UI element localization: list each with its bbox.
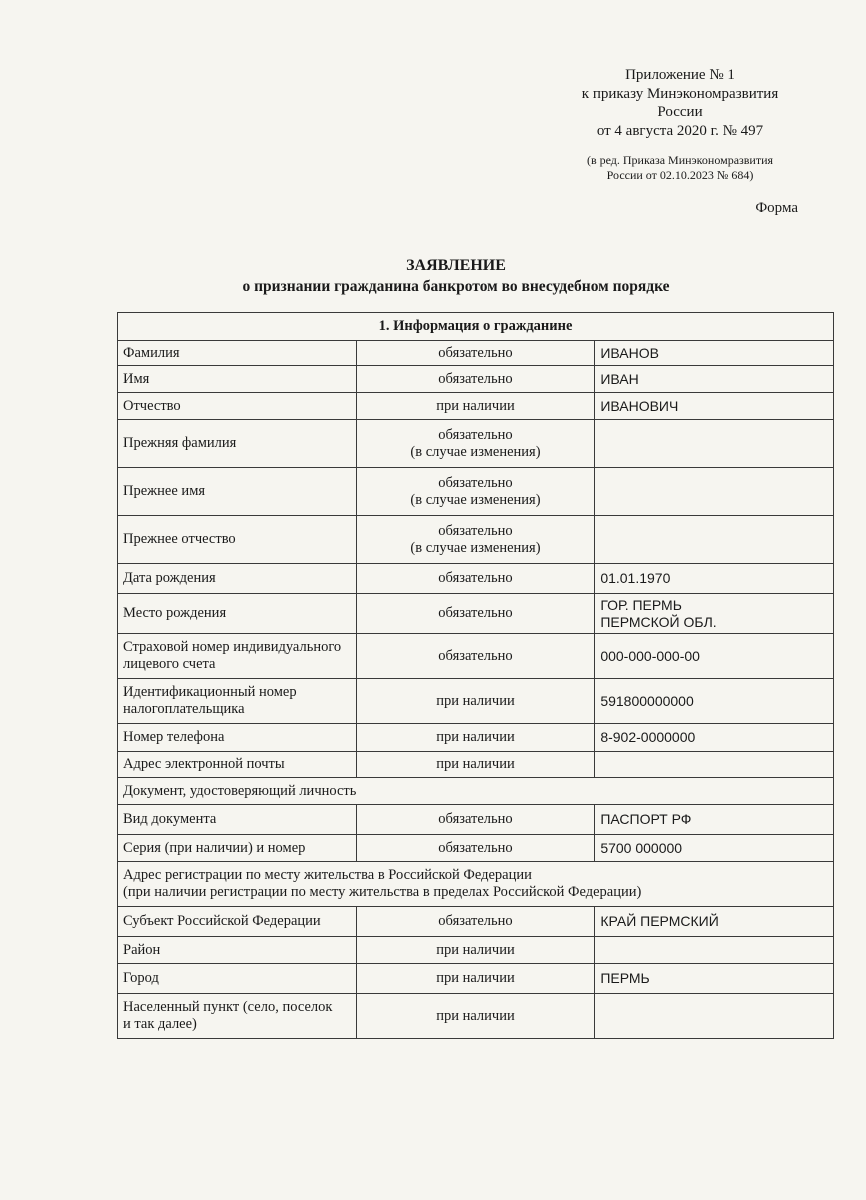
section-title: 1. Информация о гражданине [118, 313, 834, 341]
table-row [118, 516, 834, 564]
table-row [118, 724, 834, 752]
field-label: Адрес электронной почты [118, 752, 357, 778]
field-requirement: обязательно [356, 835, 595, 862]
field-label: Прежнее отчество [118, 516, 357, 564]
appendix-line-2: к приказу Минэкономразвития [581, 85, 779, 102]
table-row [118, 594, 834, 634]
subsection-title-identity-document: Документ, удостоверяющий личность [118, 778, 834, 805]
field-label: Район [118, 937, 357, 964]
field-label: Имя [118, 366, 357, 393]
table-row [118, 835, 834, 862]
field-label: Место рождения [118, 594, 357, 634]
field-requirement: обязательно [356, 805, 595, 835]
table-row [118, 634, 834, 679]
field-label: Вид документа [118, 805, 357, 835]
field-label: Фамилия [118, 341, 357, 366]
subsection-title-registration-address: Адрес регистрации по месту жительства в Российской Федерации (при наличии регистрации по месту жительства в пределах Российской Федерации) [118, 862, 834, 907]
field-requirement: обязательно [356, 564, 595, 594]
field-label: Дата рождения [118, 564, 357, 594]
table-row [118, 468, 834, 516]
field-label: Идентификационный номер налогоплательщика [118, 679, 357, 724]
table-row [118, 420, 834, 468]
field-label: Прежняя фамилия [118, 420, 357, 468]
field-label: Прежнее имя [118, 468, 357, 516]
subsection-row [118, 862, 834, 907]
amendment-note [560, 153, 800, 183]
field-value-region[interactable] [595, 907, 834, 937]
document-title: ЗАЯВЛЕНИЕ [406, 257, 506, 274]
field-requirement: обязательно [356, 341, 595, 366]
field-value-text: 591800000000 [600, 692, 694, 709]
table-row [118, 341, 834, 366]
appendix-line-3: России [657, 104, 703, 120]
field-value-text: ИВАНОВИЧ [600, 397, 679, 414]
field-requirement: обязательно (в случае изменения) [356, 420, 595, 468]
form-label: Форма [755, 200, 798, 216]
field-value-city[interactable] [595, 964, 834, 994]
field-requirement: обязательно [356, 634, 595, 679]
section-header-row [118, 313, 834, 341]
field-requirement: обязательно (в случае изменения) [356, 516, 595, 564]
amendment-note-line-2: России от 02.10.2023 № 684) [606, 168, 754, 182]
field-value-phone[interactable] [595, 724, 834, 752]
field-label: Отчество [118, 393, 357, 420]
field-value-text: ПАСПОРТ РФ [600, 811, 692, 827]
field-value-text: ГОР. ПЕРМЬ ПЕРМСКОЙ ОБЛ. [600, 596, 717, 630]
field-value-text: КРАЙ ПЕРМСКИЙ [600, 913, 719, 929]
field-value-text: ПЕРМЬ [600, 970, 650, 986]
subsection-row [118, 778, 834, 805]
field-value-inn[interactable] [595, 679, 834, 724]
field-label: Субъект Российской Федерации [118, 907, 357, 937]
table-row [118, 994, 834, 1039]
field-label: Населенный пункт (село, поселок и так далее) [118, 994, 357, 1039]
field-value-document-type[interactable] [595, 805, 834, 835]
appendix-line-4: от 4 августа 2020 г. № 497 [596, 122, 764, 139]
table-row [118, 907, 834, 937]
field-label: Серия (при наличии) и номер [118, 835, 357, 862]
field-requirement: при наличии [356, 937, 595, 964]
field-requirement: при наличии [356, 724, 595, 752]
field-value-former-name[interactable] [595, 468, 834, 516]
table-row [118, 679, 834, 724]
field-requirement: обязательно [356, 366, 595, 393]
field-label: Номер телефона [118, 724, 357, 752]
table-row [118, 964, 834, 994]
field-value-text: 8-902-0000000 [600, 729, 696, 745]
field-value-text: 01.01.1970 [600, 570, 671, 586]
field-value-email[interactable] [595, 752, 834, 778]
table-row [118, 366, 834, 393]
field-value-birth-date[interactable] [595, 564, 834, 594]
field-value-text: ИВАН [600, 370, 639, 387]
amendment-note-line-1: (в ред. Приказа Минэкономразвития [586, 153, 774, 167]
field-label: Город [118, 964, 357, 994]
appendix-header [560, 66, 800, 140]
field-requirement: обязательно (в случае изменения) [356, 468, 595, 516]
document-subtitle: о признании гражданина банкротом во внесудебном порядке [242, 278, 670, 295]
field-value-settlement[interactable] [595, 994, 834, 1039]
field-label: Страховой номер индивидуального лицевого счета [118, 634, 357, 679]
field-requirement: при наличии [356, 964, 595, 994]
field-requirement: при наличии [356, 994, 595, 1039]
field-value-former-patronymic[interactable] [595, 516, 834, 564]
field-value-document-number[interactable] [595, 835, 834, 862]
field-requirement: обязательно [356, 907, 595, 937]
citizen-info-table [117, 312, 834, 1039]
field-value-birth-place[interactable] [595, 594, 834, 634]
table-row [118, 752, 834, 778]
field-value-former-surname[interactable] [595, 420, 834, 468]
table-row [118, 805, 834, 835]
table-row [118, 937, 834, 964]
field-value-text: 000-000-000-00 [600, 647, 700, 664]
table-row [118, 564, 834, 594]
table-row [118, 393, 834, 420]
field-value-name[interactable] [595, 366, 834, 393]
field-value-text: ИВАНОВ [600, 344, 659, 361]
field-value-snils[interactable] [595, 634, 834, 679]
field-requirement: при наличии [356, 752, 595, 778]
field-requirement: при наличии [356, 679, 595, 724]
field-value-district[interactable] [595, 937, 834, 964]
field-value-patronymic[interactable] [595, 393, 834, 420]
field-requirement: обязательно [356, 594, 595, 634]
field-value-text: 5700 000000 [600, 839, 683, 856]
field-value-surname[interactable] [595, 341, 834, 366]
field-requirement: при наличии [356, 393, 595, 420]
appendix-line-1: Приложение № 1 [625, 67, 735, 83]
